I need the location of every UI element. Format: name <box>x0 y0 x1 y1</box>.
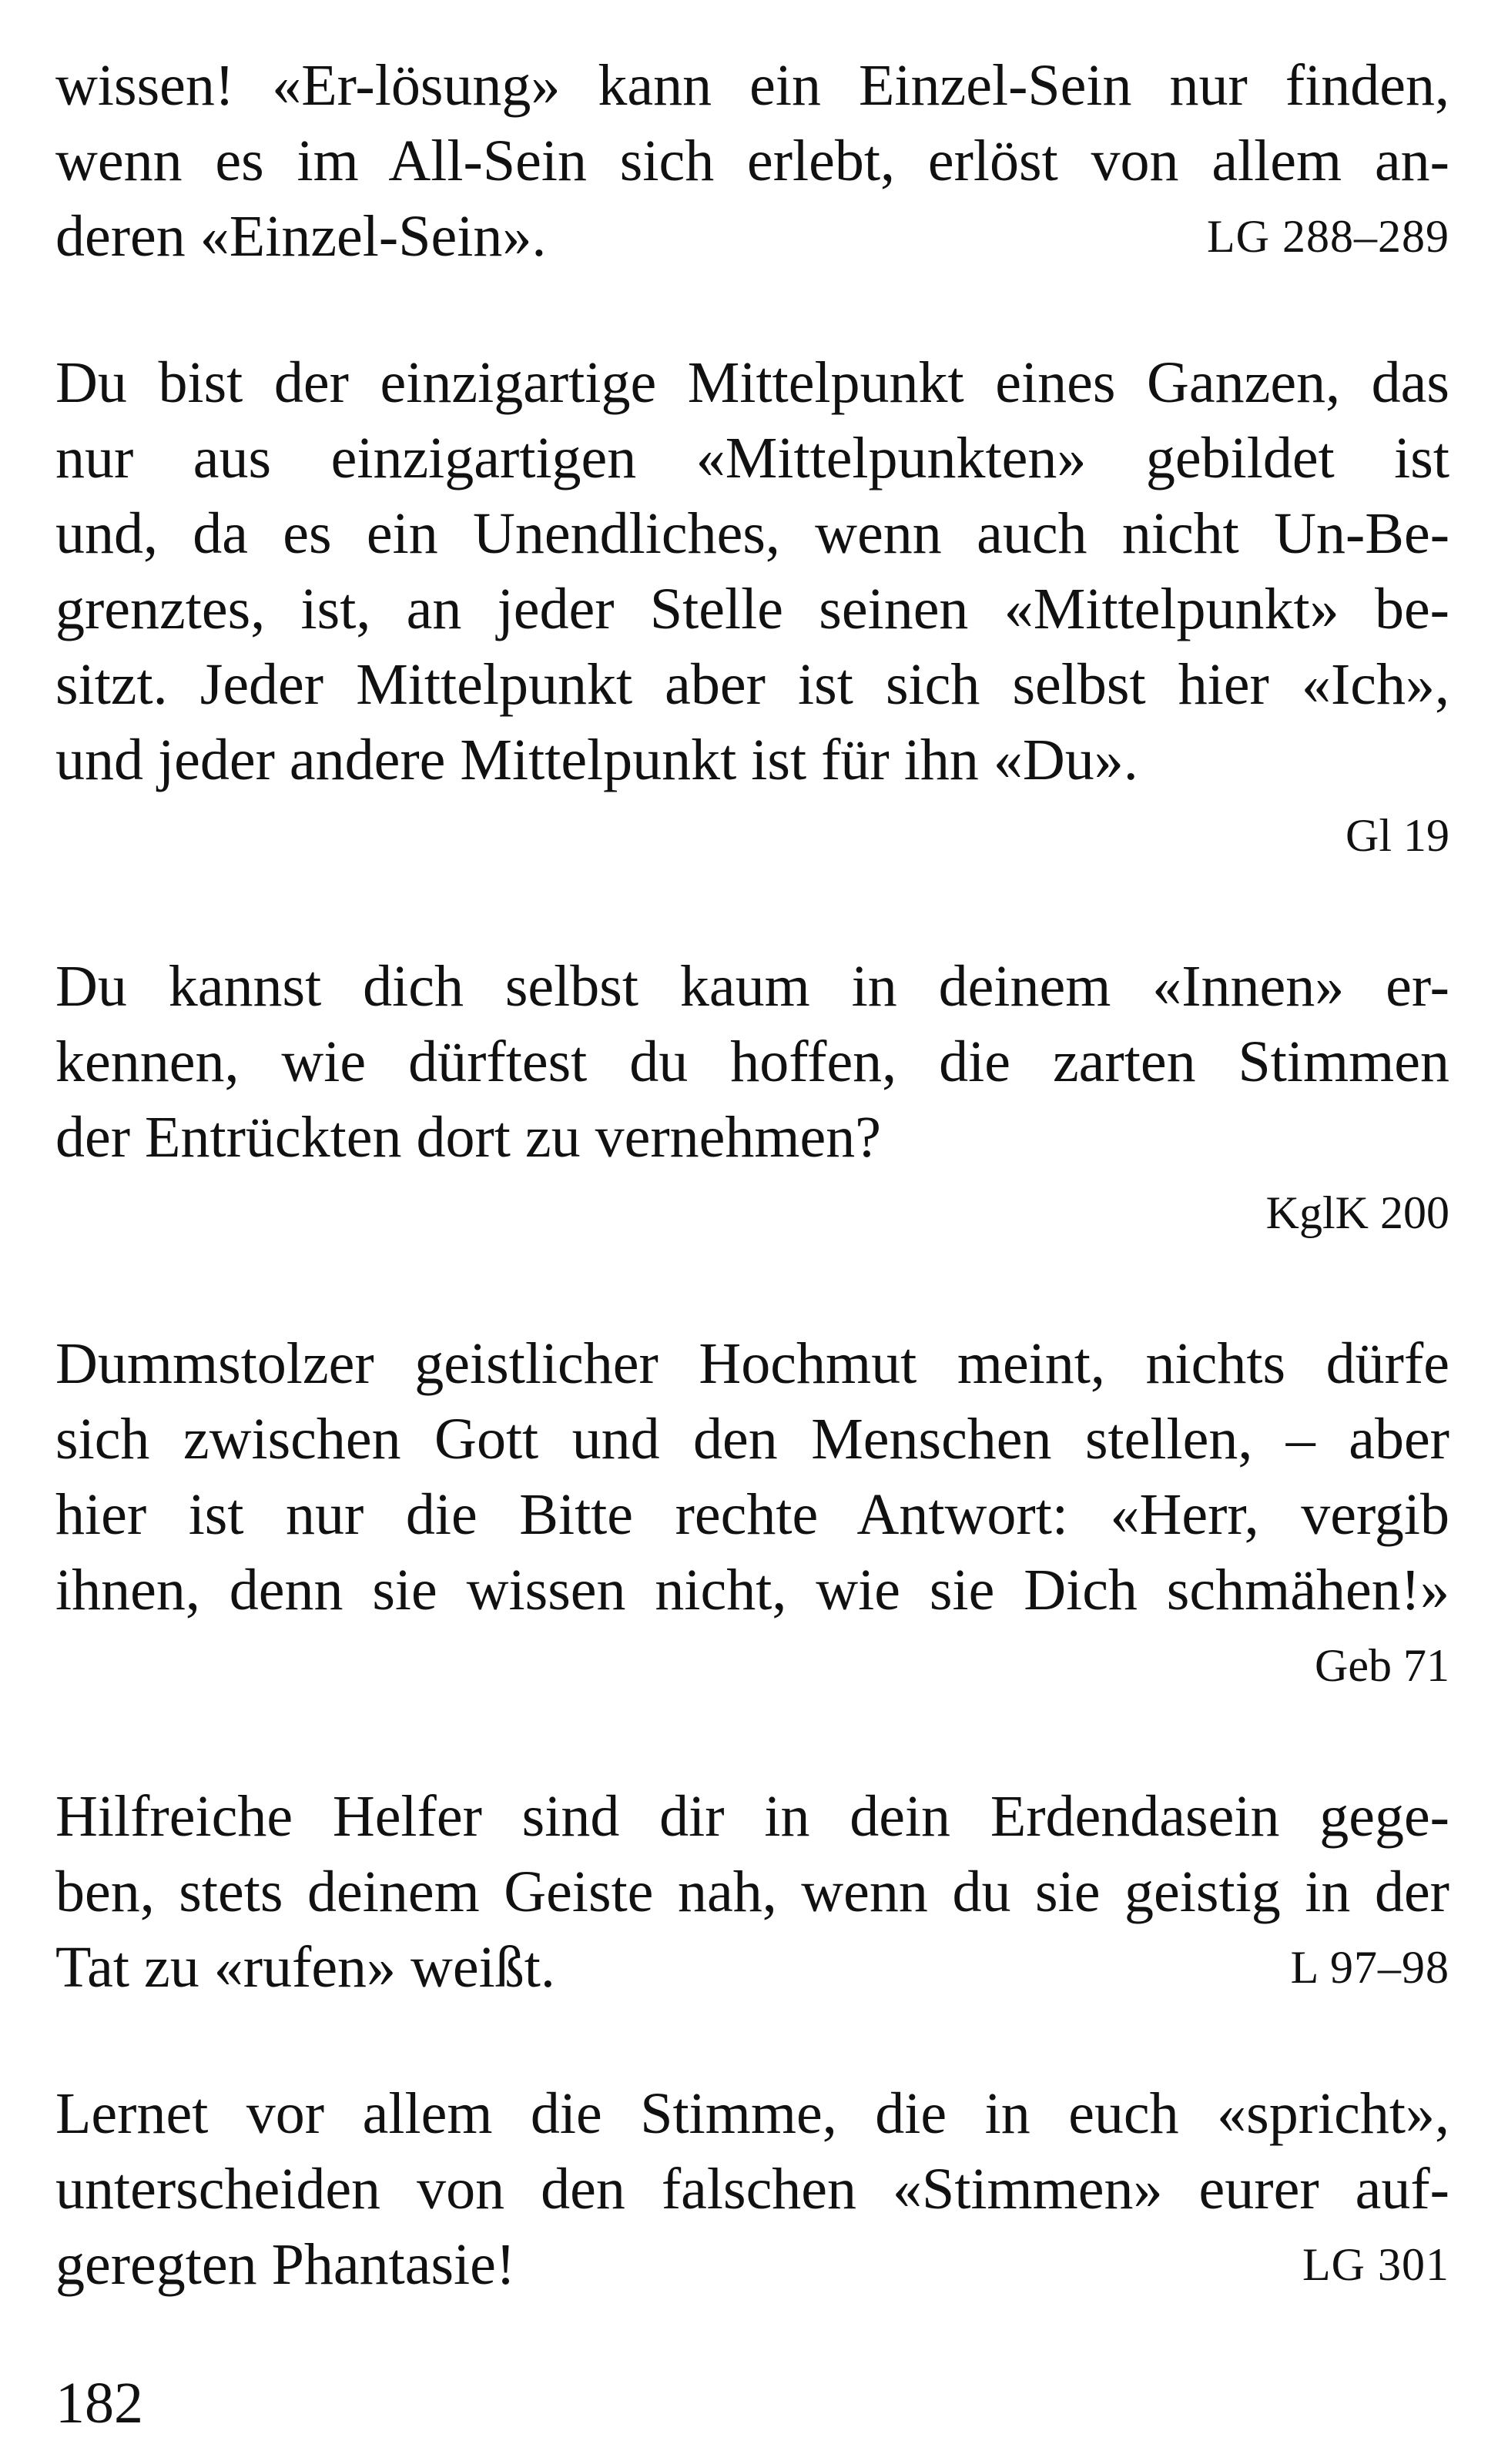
passage-6 <box>55 2076 1449 2302</box>
passage-last-line <box>55 2227 1449 2302</box>
passage-2 <box>55 345 1449 873</box>
passage-line-text: geregten Phantasie! <box>55 2232 516 2297</box>
page-number: 182 <box>55 2371 143 2436</box>
passage-line: grenztes, ist, an jeder Stelle seinen «Mittelpunkt» be- <box>55 577 1449 641</box>
passage-line: ben, stets deinem Geiste nah, wenn du sie geistig in der <box>55 1860 1449 1924</box>
passage-line: kennen, wie dürftest du hoffen, die zarten Stimmen <box>55 1029 1449 1094</box>
passage-5 <box>55 1779 1449 2005</box>
passage-3 <box>55 949 1449 1250</box>
passage-line: und jeder andere Mittelpunkt ist für ihn «Du». <box>55 728 1138 792</box>
passage-line-text: deren «Einzel-Sein». <box>55 204 547 269</box>
passage-line: und, da es ein Unendliches, wenn auch nicht Un-Be- <box>55 501 1449 566</box>
passage-line: wenn es im All-Sein sich erlebt, erlöst von allem an- <box>55 129 1449 193</box>
passage-4 <box>55 1326 1449 1703</box>
passage-line: der Entrückten dort zu vernehmen? <box>55 1105 881 1170</box>
passage-last-line <box>55 199 1449 274</box>
passage-line: wissen! «Er-lösung» kann ein Einzel-Sein nur finden, <box>55 53 1449 118</box>
passage-line: ihnen, denn sie wissen nicht, wie sie Dich schmähen!» <box>55 1558 1449 1622</box>
source-reference: LG 288–289 <box>1207 211 1449 262</box>
passage-line: Du kannst dich selbst kaum in deinem «Innen» er- <box>55 954 1449 1019</box>
passage-1 <box>55 48 1449 274</box>
passage-line: Lernet vor allem die Stimme, die in euch «spricht», <box>55 2081 1449 2146</box>
passage-line: Du bist der einzigartige Mittelpunkt eines Ganzen, das <box>55 350 1449 415</box>
source-reference: KglK 200 <box>1265 1187 1449 1238</box>
passage-line: sitzt. Jeder Mittelpunkt aber ist sich selbst hier «Ich», <box>55 652 1449 717</box>
passage-line: Hilfreiche Helfer sind dir in dein Erdendasein gege- <box>55 1784 1449 1849</box>
passage-line: nur aus einzigartigen «Mittelpunkten» gebildet ist <box>55 426 1449 490</box>
source-reference: Gl 19 <box>1345 810 1449 861</box>
source-reference: LG 301 <box>1302 2239 1449 2290</box>
passage-line-text: Tat zu «rufen» weißt. <box>55 1935 555 2000</box>
source-reference: L 97–98 <box>1290 1942 1449 1993</box>
passage-last-line <box>55 1930 1449 2005</box>
passage-line: hier ist nur die Bitte rechte Antwort: «Herr, vergib <box>55 1482 1449 1547</box>
passage-line: unterscheiden von den falschen «Stimmen» eurer auf- <box>55 2157 1449 2221</box>
passage-line: sich zwischen Gott und den Menschen stellen, – aber <box>55 1407 1449 1471</box>
passage-line: Dummstolzer geistlicher Hochmut meint, nichts dürfe <box>55 1331 1449 1396</box>
source-reference: Geb 71 <box>1315 1640 1449 1691</box>
